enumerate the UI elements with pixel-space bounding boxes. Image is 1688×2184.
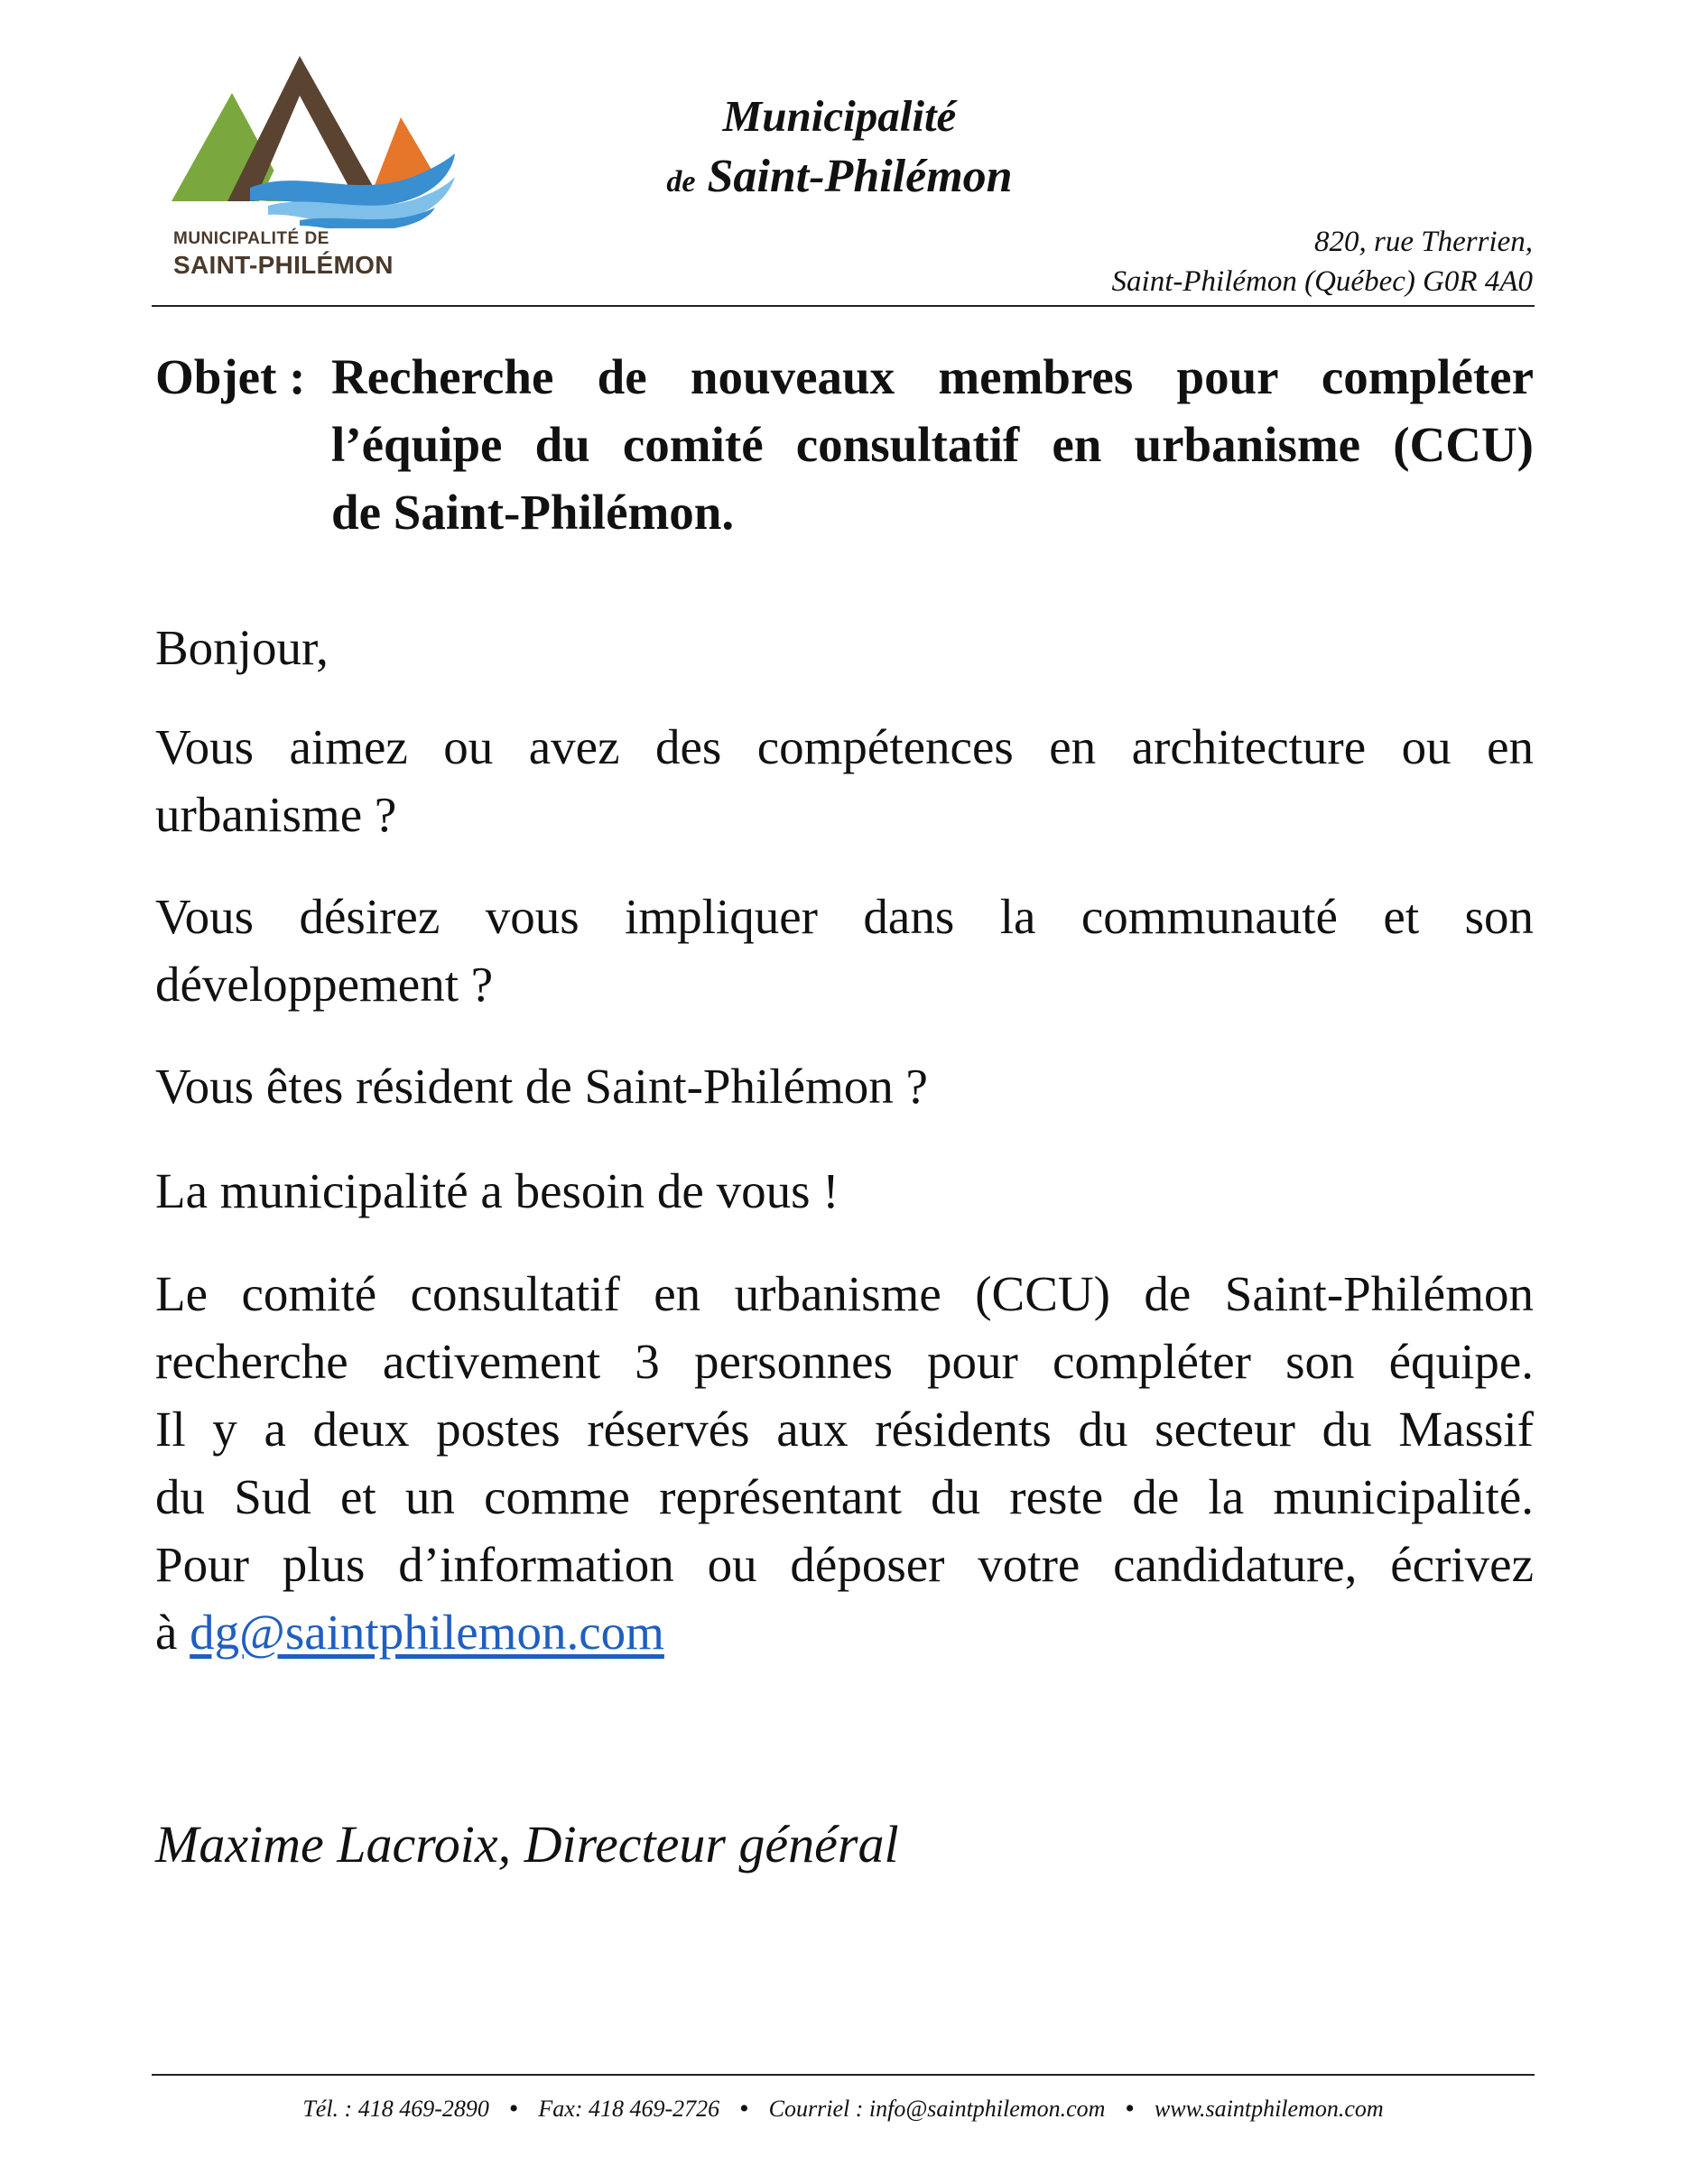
mountains-logo-icon [164,52,462,228]
paragraph-line-6-prefix: à [155,1605,178,1660]
footer-separator: • [739,2094,749,2124]
question-1-line-1: Vous aimez ou avez des compétences en architecture ou en [155,719,1534,774]
municipality-prefix: de [666,165,696,199]
header-divider [152,305,1535,307]
municipality-logo [164,52,462,282]
paragraph-line-2: recherche activement 3 personnes pour compléter son équipe. [155,1334,1534,1389]
subject-line-3: de Saint-Philémon. [331,485,735,540]
paragraph-line-3: Il y a deux postes réservés aux résidents du secteur du Massif [155,1402,1534,1457]
subject-line-1: Recherche de nouveaux membres pour compléter [331,349,1534,404]
question-2-line-2: développement ? [155,957,494,1012]
footer-separator: • [1125,2094,1135,2124]
footer-contact [152,2094,1535,2124]
logo-caption-line1: MUNICIPALITÉ DE [173,229,329,248]
subject-line-2: l’équipe du comité consultatif en urbanisme (CCU) [331,417,1534,472]
footer-email: Courriel : info@saintphilemon.com [768,2096,1106,2122]
paragraph-line-1: Le comité consultatif en urbanisme (CCU) de Saint-Philémon [155,1266,1534,1321]
question-2-line-1: Vous désirez vous impliquer dans la communauté et son [155,889,1534,944]
signature: Maxime Lacroix, Directeur général [155,1815,899,1874]
question-1 [155,713,1534,848]
municipality-name: Saint-Philémon [707,151,1013,202]
footer-website: www.saintphilemon.com [1154,2096,1384,2122]
logo-caption-line2: SAINT-PHILÉMON [173,251,394,279]
question-3: Vous êtes résident de Saint-Philémon ? [155,1059,928,1114]
question-1-line-2: urbanisme ? [155,787,397,842]
paragraph-line-4: du Sud et un comme représentant du reste de la municipalité. [155,1469,1534,1524]
footer-divider [152,2074,1535,2076]
footer-fax: Fax: 418 469-2726 [538,2096,720,2122]
address-line-2: Saint-Philémon (Québec) G0R 4A0 [1111,265,1533,298]
question-2 [155,883,1534,1018]
main-paragraph [155,1260,1534,1666]
municipality-name-line [505,150,1173,203]
subject-label: Objet : [155,349,306,404]
address-line-1: 820, rue Therrien, [1314,226,1533,258]
contact-email-link[interactable]: dg@saintphilemon.com [190,1605,664,1660]
paragraph-line-5: Pour plus d’information ou déposer votre candidature, écrivez [155,1537,1534,1592]
footer-separator: • [508,2094,519,2124]
paragraph-line-6 [155,1598,1534,1666]
footer-phone: Tél. : 418 469-2890 [302,2096,489,2122]
subject-text [331,343,1534,546]
question-4: La municipalité a besoin de vous ! [155,1163,839,1218]
municipality-title: Municipalité [722,91,957,141]
greeting: Bonjour, [155,620,329,675]
